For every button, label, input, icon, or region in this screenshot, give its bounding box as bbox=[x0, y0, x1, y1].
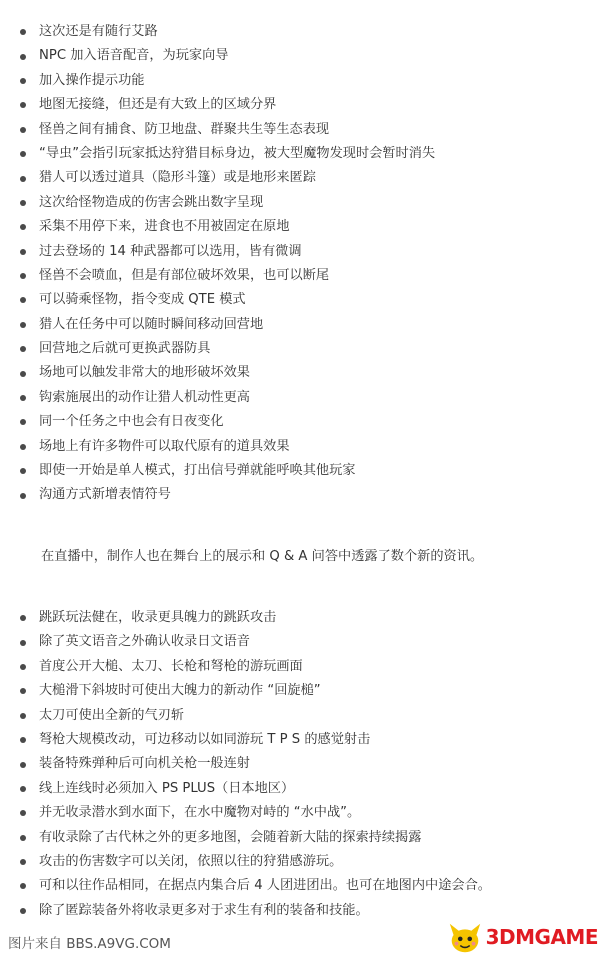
bullet-dot-icon bbox=[20, 200, 26, 206]
list-item-text: 回营地之后就可更换武器防具 bbox=[39, 341, 211, 357]
list-item bbox=[14, 655, 594, 679]
list-item bbox=[14, 93, 594, 117]
list-item-text: 可以骑乘怪物，指令变成 QTE 模式 bbox=[39, 292, 246, 308]
list-item bbox=[14, 630, 594, 654]
bullet-dot-icon bbox=[20, 444, 26, 450]
list-item-text: 加入操作提示功能 bbox=[39, 72, 145, 88]
list-item-text: 猎人在任务中可以随时瞬间移动回营地 bbox=[39, 316, 264, 332]
list-item bbox=[14, 826, 594, 850]
list-item bbox=[14, 240, 594, 264]
list-item-text: 即使一开始是单人模式，打出信号弹就能呼唤其他玩家 bbox=[39, 463, 356, 479]
list-item bbox=[14, 215, 594, 239]
bullet-dot-icon bbox=[20, 176, 26, 182]
list-item bbox=[14, 313, 594, 337]
list-item-text: 可和以往作品相同，在据点内集合后 4 人团进团出。也可在地图内中途会合。 bbox=[39, 878, 491, 894]
bullet-dot-icon bbox=[20, 786, 26, 792]
list-item-text: 跳跃玩法健在，收录更具魄力的跳跃攻击 bbox=[39, 610, 277, 625]
bullet-dot-icon bbox=[20, 762, 26, 768]
list-item bbox=[14, 118, 594, 142]
list-item-text: 攻击的伤害数字可以关闭，依照以往的狩猎感游玩。 bbox=[39, 853, 343, 869]
feature-list-1 bbox=[14, 20, 594, 508]
bullet-dot-icon bbox=[20, 78, 26, 84]
list-item bbox=[14, 264, 594, 288]
bullet-dot-icon bbox=[20, 615, 26, 621]
list-item-text: 场地可以触发非常大的地形破坏效果 bbox=[39, 365, 250, 381]
list-item-text: 线上连线时必须加入 PS PLUS（日本地区） bbox=[39, 780, 295, 796]
list-item bbox=[14, 410, 594, 434]
bullet-dot-icon bbox=[20, 54, 26, 60]
list-item bbox=[14, 386, 594, 410]
list-item bbox=[14, 704, 594, 728]
bullet-dot-icon bbox=[20, 713, 26, 719]
list-item-text: 并无收录潜水到水面下，在水中魔物对峙的 “水中战”。 bbox=[39, 805, 361, 821]
list-item bbox=[14, 20, 594, 44]
bullet-dot-icon bbox=[20, 468, 26, 474]
bullet-dot-icon bbox=[20, 102, 26, 108]
list-item-text: 过去登场的 14 种武器都可以选用，皆有微调 bbox=[39, 243, 302, 259]
bullet-dot-icon bbox=[20, 835, 26, 841]
bullet-dot-icon bbox=[20, 346, 26, 352]
list-item bbox=[14, 69, 594, 93]
list-item bbox=[14, 361, 594, 385]
list-item bbox=[14, 874, 594, 898]
livestream-paragraph: 在直播中，制作人也在舞台上的展示和 Q & A 问答中透露了数个新的资讯。 bbox=[41, 549, 484, 564]
list-item bbox=[14, 728, 594, 752]
bullet-dot-icon bbox=[20, 371, 26, 377]
list-item bbox=[14, 166, 594, 190]
list-item bbox=[14, 459, 594, 483]
list-item-text: 首度公开大槌、太刀、长枪和弩枪的游玩画面 bbox=[39, 658, 303, 674]
bullet-dot-icon bbox=[20, 224, 26, 230]
list-item-text: 采集不用停下来，进食也不用被固定在原地 bbox=[39, 219, 290, 235]
bullet-dot-icon bbox=[20, 249, 26, 255]
list-item-text: 装备特殊弹种后可向机关枪一般连射 bbox=[39, 756, 250, 772]
watermark-brand: 3DMGAME bbox=[485, 925, 598, 949]
bullet-dot-icon bbox=[20, 493, 26, 499]
bullet-dot-icon bbox=[20, 908, 26, 914]
bullet-dot-icon bbox=[20, 883, 26, 889]
list-item bbox=[14, 435, 594, 459]
list-item bbox=[14, 44, 594, 68]
bullet-dot-icon bbox=[20, 127, 26, 133]
feature-list-2 bbox=[14, 606, 594, 923]
list-item-text: 除了匿踪装备外将收录更多对于求生有利的装备和技能。 bbox=[39, 902, 369, 918]
list-item-text: 大槌滑下斜坡时可使出大魄力的新动作 “回旋槌” bbox=[39, 683, 321, 699]
bullet-dot-icon bbox=[20, 419, 26, 425]
list-item-text: “导虫”会指引玩家抵达狩猎目标身边，被大型魔物发现时会暂时消失 bbox=[39, 145, 436, 161]
bullet-dot-icon bbox=[20, 688, 26, 694]
list-item bbox=[14, 337, 594, 361]
list-item-text: NPC 加入语音配音，为玩家向导 bbox=[39, 48, 229, 64]
bullet-dot-icon bbox=[20, 322, 26, 328]
list-item-text: 猎人可以透过道具（隐形斗篷）或是地形来匿踪 bbox=[39, 170, 316, 186]
list-item-text: 这次还是有随行艾路 bbox=[39, 24, 158, 39]
list-item bbox=[14, 483, 594, 507]
bullet-dot-icon bbox=[20, 395, 26, 401]
bullet-dot-icon bbox=[20, 29, 26, 35]
list-item bbox=[14, 288, 594, 312]
list-item-text: 地图无接缝，但还是有大致上的区域分界 bbox=[39, 97, 277, 113]
list-item bbox=[14, 850, 594, 874]
bullet-dot-icon bbox=[20, 273, 26, 279]
bullet-dot-icon bbox=[20, 664, 26, 670]
bullet-dot-icon bbox=[20, 859, 26, 865]
3dm-mascot-icon bbox=[446, 918, 484, 956]
list-item-text: 有收录除了古代林之外的更多地图，会随着新大陆的探索持续揭露 bbox=[39, 829, 422, 845]
bullet-dot-icon bbox=[20, 640, 26, 646]
list-item bbox=[14, 142, 594, 166]
bullet-dot-icon bbox=[20, 737, 26, 743]
list-item-text: 这次给怪物造成的伤害会跳出数字呈现 bbox=[39, 194, 264, 210]
image-source-credit: 图片来自 BBS.A9VG.COM bbox=[8, 936, 171, 952]
list-item bbox=[14, 801, 594, 825]
list-item bbox=[14, 752, 594, 776]
list-item-text: 太刀可使出全新的气刃斩 bbox=[39, 707, 185, 723]
list-item-text: 弩枪大规模改动，可边移动以如同游玩 T P S 的感觉射击 bbox=[39, 731, 371, 747]
list-item-text: 怪兽不会喷血，但是有部位破坏效果，也可以断尾 bbox=[39, 267, 330, 283]
list-item bbox=[14, 191, 594, 215]
bullet-dot-icon bbox=[20, 810, 26, 816]
bullet-dot-icon bbox=[20, 297, 26, 303]
site-watermark bbox=[446, 918, 598, 956]
bullet-dot-icon bbox=[20, 151, 26, 157]
list-item bbox=[14, 777, 594, 801]
list-item-text: 同一个任务之中也会有日夜变化 bbox=[39, 414, 224, 430]
list-item bbox=[14, 606, 594, 630]
list-item-text: 沟通方式新增表情符号 bbox=[39, 487, 171, 503]
list-item-text: 怪兽之间有捕食、防卫地盘、群聚共生等生态表现 bbox=[39, 121, 330, 137]
list-item-text: 场地上有许多物件可以取代原有的道具效果 bbox=[39, 438, 290, 454]
list-item-text: 除了英文语音之外确认收录日文语音 bbox=[39, 634, 250, 650]
list-item bbox=[14, 679, 594, 703]
list-item-text: 钩索施展出的动作让猎人机动性更高 bbox=[39, 389, 250, 405]
